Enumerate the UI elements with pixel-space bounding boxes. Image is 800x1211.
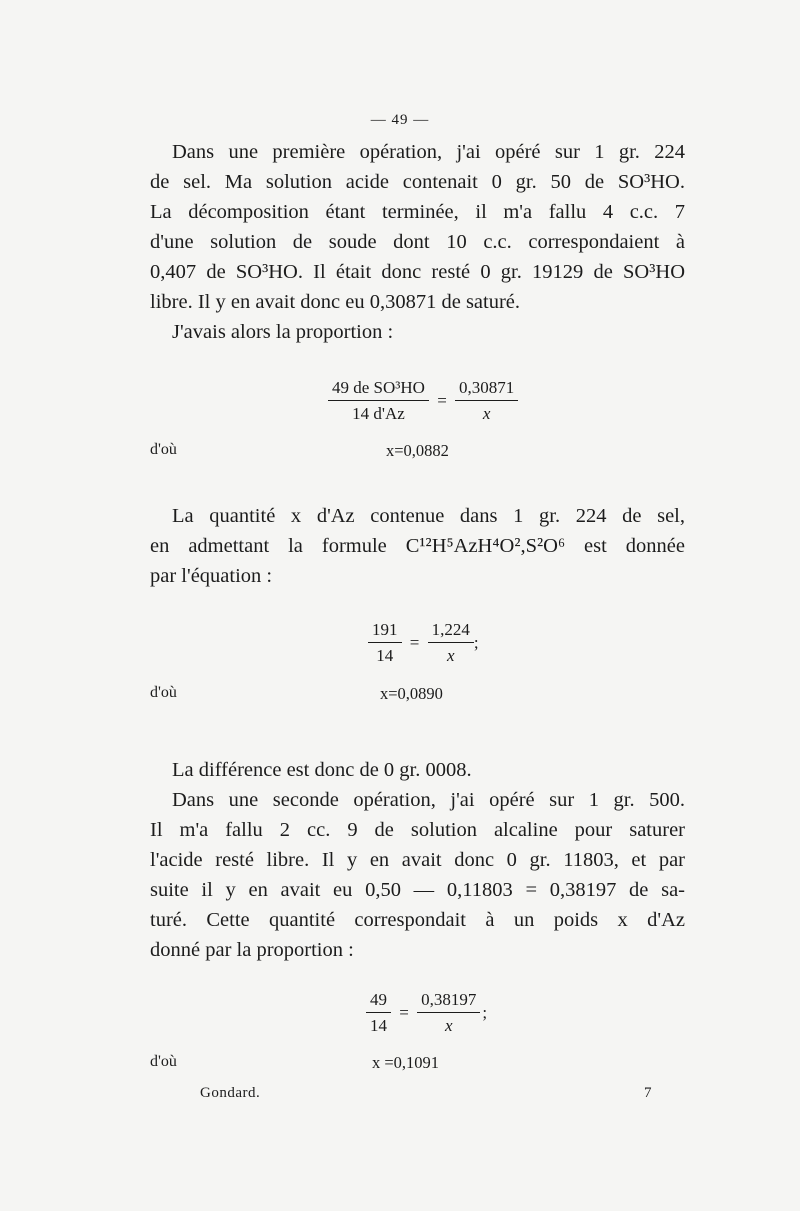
paragraph-formula (150, 501, 685, 591)
text-line: de sel. Ma solution acide contenait 0 gr. 50 de SO³HO. (150, 171, 685, 193)
text-line: libre. Il y en avait donc eu 0,30871 de saturé. (150, 291, 521, 313)
equals-sign: = (399, 1003, 409, 1022)
page-header: — 49 — (370, 112, 430, 128)
text-line: Dans une première opération, j'ai opéré sur 1 gr. 224 (172, 141, 685, 163)
text-line: suite il y en avait eu 0,50 — 0,11803 = 0,38197 de sa- (150, 879, 685, 901)
paragraph-second-operation (150, 785, 685, 965)
numerator: 1,224 (428, 620, 474, 643)
numerator: 49 de SO³HO (328, 378, 429, 401)
dou-label: d'où (150, 684, 177, 701)
fraction-left (366, 990, 391, 1036)
text-line: J'avais alors la proportion : (172, 321, 394, 343)
dou-label: d'où (150, 441, 177, 458)
text-line: l'acide resté libre. Il y en avait donc 0 gr. 11803, et par (150, 849, 685, 871)
equals-sign: = (409, 633, 420, 652)
denominator: 14 (376, 646, 394, 665)
fraction-left (328, 378, 429, 424)
footer-author: Gondard. (200, 1085, 261, 1101)
text-line: d'une solution de soude dont 10 c.c. correspondaient à (150, 231, 685, 253)
denominator: 14 (370, 1016, 387, 1035)
fraction-left (368, 620, 402, 666)
result-value: x =0,1091 (372, 1053, 440, 1072)
formula-proportion-2 (368, 620, 483, 666)
paragraph-first-operation (150, 137, 685, 347)
text-line: donné par la proportion : (150, 939, 354, 961)
text-line: en admettant la formule C¹²H⁵AzH⁴O²,S²O⁶ est donnée (150, 535, 685, 557)
numerator: 49 (366, 990, 391, 1013)
paragraph-difference (150, 755, 685, 785)
result-value: x=0,0890 (380, 684, 443, 703)
formula-proportion-1 (328, 378, 518, 424)
fraction-right (428, 620, 474, 666)
fraction-right (417, 990, 480, 1036)
semicolon: ; (482, 1003, 488, 1022)
denominator: x (482, 404, 491, 423)
numerator: 0,38197 (417, 990, 480, 1013)
denominator: 14 d'Az (352, 404, 405, 423)
numerator: 191 (368, 620, 402, 643)
text-line: La quantité x d'Az contenue dans 1 gr. 224 de sel, (172, 505, 685, 527)
dou-label: d'où (150, 1053, 177, 1070)
text-line: La différence est donc de 0 gr. 0008. (172, 759, 472, 781)
result-value: x=0,0882 (386, 441, 449, 460)
text-line: La décomposition étant terminée, il m'a fallu 4 c.c. 7 (150, 201, 685, 223)
footer-signature-mark: 7 (644, 1085, 652, 1101)
text-line: Il m'a fallu 2 cc. 9 de solution alcaline pour saturer (150, 819, 685, 841)
text-line: Dans une seconde opération, j'ai opéré sur 1 gr. 500. (172, 789, 685, 811)
semicolon: ; (473, 633, 479, 652)
text-line: 0,407 de SO³HO. Il était donc resté 0 gr. 19129 de SO³HO (150, 261, 685, 283)
numerator: 0,30871 (455, 378, 518, 401)
equals-sign: = (437, 391, 447, 410)
text-line: par l'équation : (150, 565, 273, 587)
denominator: x (446, 646, 455, 665)
formula-proportion-3 (366, 990, 491, 1036)
text-line: turé. Cette quantité correspondait à un poids x d'Az (150, 909, 685, 931)
denominator: x (444, 1016, 453, 1035)
fraction-right (455, 378, 518, 424)
